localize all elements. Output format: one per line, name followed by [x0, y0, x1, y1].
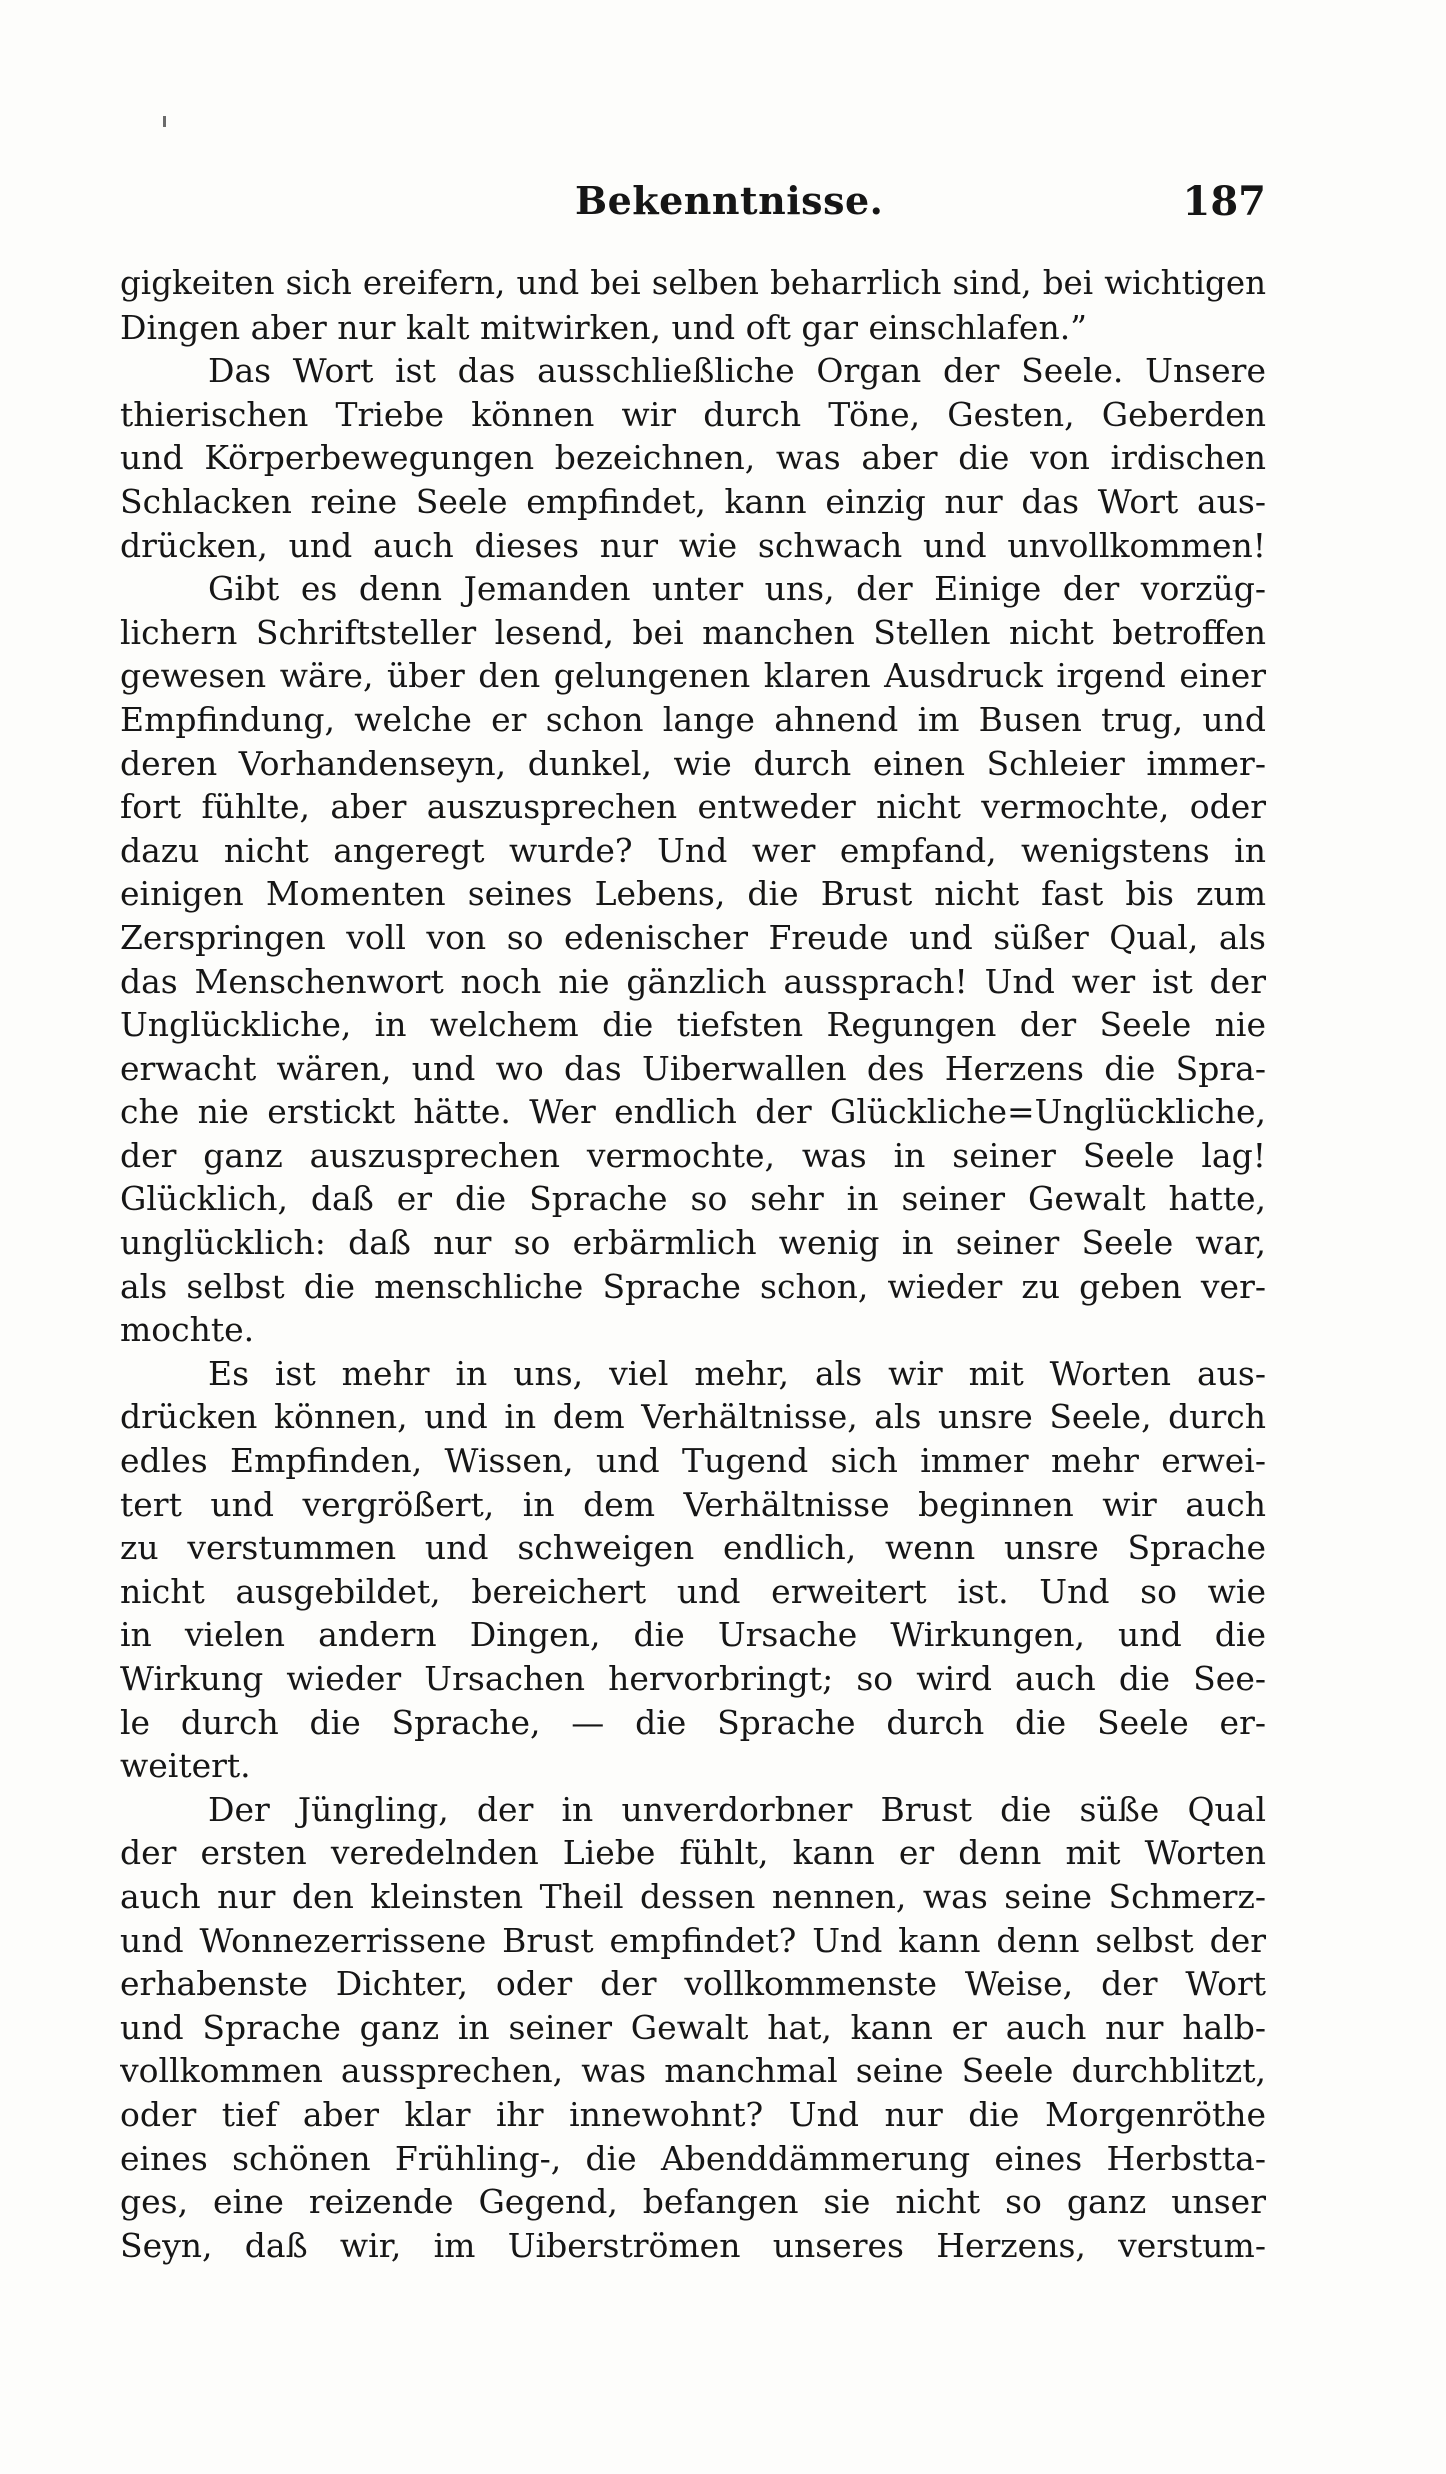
text-line: gewesen wäre, über den gelungenen klaren Ausdruck irgend einer	[120, 656, 1266, 696]
text-line: fort fühlte, aber auszusprechen entweder nicht vermochte, oder	[120, 787, 1266, 827]
paragraph-start-line: Gibt es denn Jemanden unter uns, der Einige der vorzüg-	[208, 569, 1266, 609]
text-line: einigen Momenten seines Lebens, die Brust nicht fast bis zum	[120, 874, 1266, 914]
text-line: drücken können, und in dem Verhältnisse, als unsre Seele, durch	[120, 1397, 1266, 1437]
page-number: 187	[1182, 178, 1266, 225]
text-line: le durch die Sprache, — die Sprache durch die Seele er-	[120, 1702, 1266, 1742]
paragraph-start-line: Der Jüngling, der in unverdorbner Brust die süße Qual	[208, 1789, 1266, 1829]
text-line: ges, eine reizende Gegend, befangen sie nicht so ganz unser	[120, 2182, 1266, 2222]
text-line: Schlacken reine Seele empfindet, kann einzig nur das Wort aus-	[120, 481, 1266, 521]
text-line: erwacht wären, und wo das Uiberwallen des Herzens die Spra-	[120, 1048, 1266, 1088]
text-line: Dingen aber nur kalt mitwirken, und oft gar einschlafen.”	[120, 307, 1088, 347]
text-line: Glücklich, daß er die Sprache so sehr in seiner Gewalt hatte,	[120, 1179, 1266, 1219]
running-head: Bekenntnisse.	[575, 178, 884, 223]
text-line: Empfindung, welche er schon lange ahnend im Busen trug, und	[120, 699, 1266, 739]
text-line: erhabenste Dichter, oder der vollkommenste Weise, der Wort	[120, 1964, 1266, 2004]
text-line: edles Empfinden, Wissen, und Tugend sich immer mehr erwei-	[120, 1441, 1266, 1481]
text-line: drücken, und auch dieses nur wie schwach und unvollkommen!	[120, 525, 1266, 565]
text-line: dazu nicht angeregt wurde? Und wer empfand, wenigstens in	[120, 830, 1266, 870]
text-line: zu verstummen und schweigen endlich, wenn unsre Sprache	[120, 1528, 1266, 1568]
text-line: tert und vergrößert, in dem Verhältnisse beginnen wir auch	[120, 1484, 1266, 1524]
text-line: che nie erstickt hätte. Wer endlich der Glückliche=Unglückliche,	[120, 1092, 1266, 1132]
text-line: thierischen Triebe können wir durch Töne, Gesten, Geberden	[120, 394, 1266, 434]
text-line: vollkommen aussprechen, was manchmal seine Seele durchblitzt,	[120, 2051, 1266, 2091]
text-line: und Körperbewegungen bezeichnen, was aber die von irdischen	[120, 438, 1266, 478]
text-line: Wirkung wieder Ursachen hervorbringt; so wird auch die See-	[120, 1659, 1266, 1698]
text-line: Unglückliche, in welchem die tiefsten Regungen der Seele nie	[120, 1005, 1266, 1045]
text-line: der ersten veredelnden Liebe fühlt, kann er denn mit Worten	[120, 1833, 1266, 1873]
page-header	[120, 178, 1266, 238]
text-line: und Wonnezerrissene Brust empfindet? Und kann denn selbst der	[120, 1920, 1266, 1960]
text-line: Zerspringen voll von so edenischer Freude und süßer Qual, als	[120, 917, 1266, 957]
text-line: gigkeiten sich ereifern, und bei selben beharrlich sind, bei wichtigen	[120, 264, 1266, 302]
paragraph-start-line: Das Wort ist das ausschließliche Organ der Seele. Unsere	[208, 351, 1266, 391]
body-text	[120, 262, 1266, 2267]
text-line: als selbst die menschliche Sprache schon, wieder zu geben ver-	[120, 1266, 1266, 1306]
text-line: das Menschenwort noch nie gänzlich aussprach! Und wer ist der	[120, 961, 1266, 1001]
text-line: Seyn, daß wir, im Uiberströmen unseres Herzens, verstum-	[120, 2225, 1266, 2265]
text-line: der ganz auszusprechen vermochte, was in seiner Seele lag!	[120, 1135, 1266, 1175]
paragraph-start-line: Es ist mehr in uns, viel mehr, als wir mit Worten aus-	[208, 1353, 1266, 1393]
text-line: in vielen andern Dingen, die Ursache Wirkungen, und die	[120, 1615, 1266, 1655]
text-line: auch nur den kleinsten Theil dessen nennen, was seine Schmerz-	[120, 1876, 1266, 1916]
text-line: deren Vorhandenseyn, dunkel, wie durch einen Schleier immer-	[120, 743, 1266, 783]
text-line: oder tief aber klar ihr innewohnt? Und nur die Morgenröthe	[120, 2094, 1266, 2134]
text-line: lichern Schriftsteller lesend, bei manchen Stellen nicht betroffen	[120, 612, 1266, 652]
text-line: nicht ausgebildet, bereichert und erweitert ist. Und so wie	[120, 1571, 1266, 1611]
text-line: und Sprache ganz in seiner Gewalt hat, kann er auch nur halb-	[120, 2007, 1266, 2047]
text-line: eines schönen Frühling-, die Abenddämmerung eines Herbstta-	[120, 2138, 1266, 2178]
text-line: mochte.	[120, 1310, 255, 1350]
print-speck	[163, 116, 166, 127]
text-line: unglücklich: daß nur so erbärmlich wenig in seiner Seele war,	[120, 1223, 1266, 1263]
text-line: weitert.	[120, 1746, 251, 1786]
